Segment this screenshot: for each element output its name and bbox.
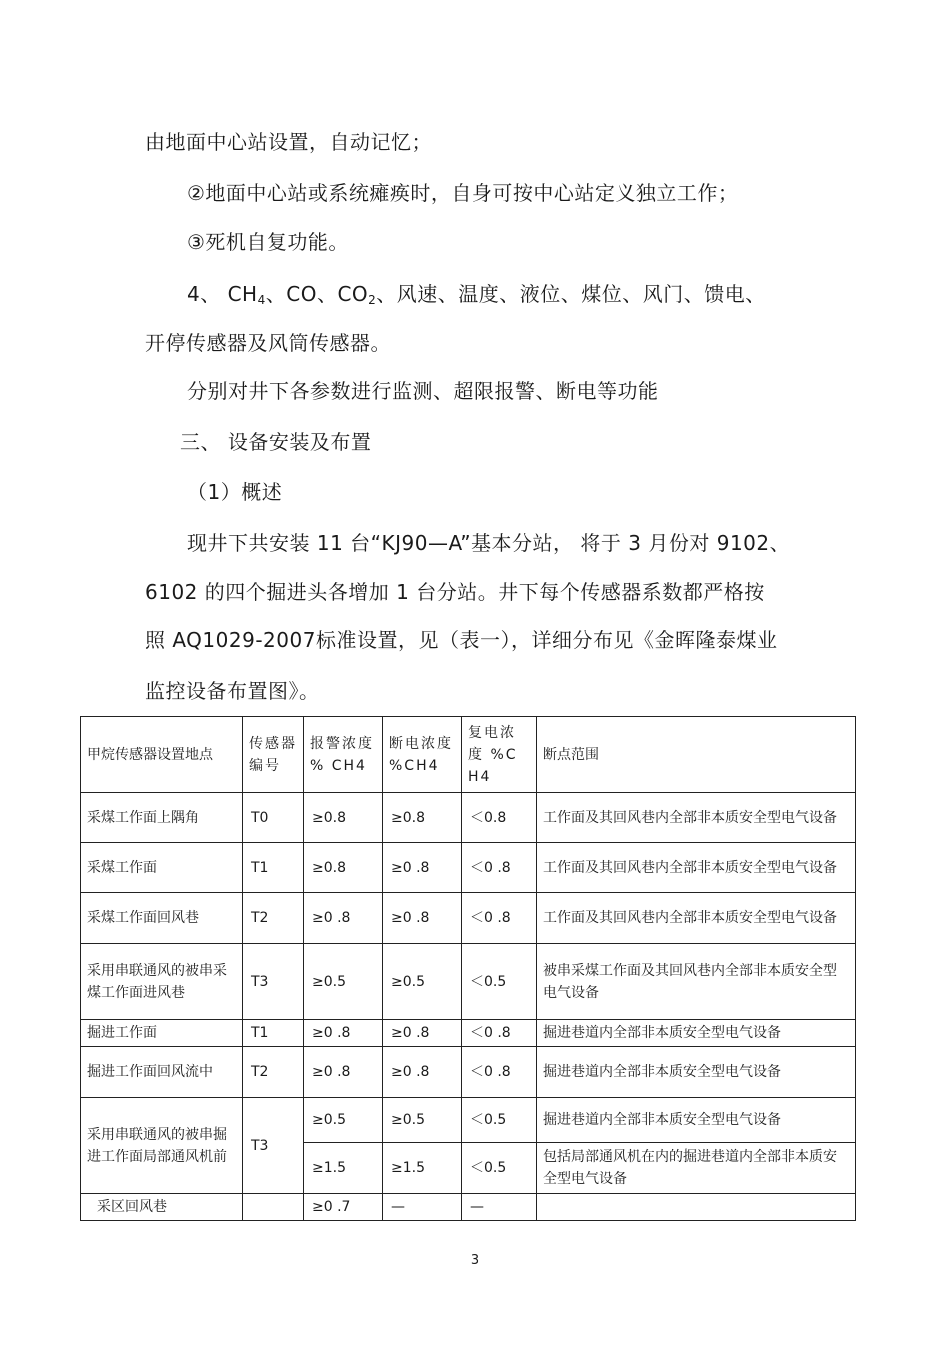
paragraph-9: 现井下共安装 11 台“KJ90—A”基本分站， 将于 3 月份对 9102、 — [187, 531, 791, 555]
paragraph-4 — [187, 282, 766, 312]
cell-restore: ＜0 .8 — [462, 843, 537, 893]
table-header-row — [81, 717, 856, 793]
cell-range: 工作面及其回风巷内全部非本质安全型电气设备 — [537, 893, 856, 944]
cell-cut: ≥1.5 — [383, 1143, 462, 1194]
cell-code: T1 — [243, 1020, 304, 1047]
cell-alarm: ≥0 .8 — [304, 893, 383, 944]
cell-restore: ＜0.8 — [462, 793, 537, 843]
cell-code: T3 — [243, 1098, 304, 1194]
table-row — [81, 843, 856, 893]
cell-range: 包括局部通风机在内的掘进巷道内全部非本质安全型电气设备 — [537, 1143, 856, 1194]
section-heading: 三、 设备安装及布置 — [180, 430, 372, 454]
cell-location: 采煤工作面回风巷 — [81, 893, 243, 944]
cell-restore: ＜0.5 — [462, 944, 537, 1020]
cell-cut: ≥0.5 — [383, 944, 462, 1020]
cell-location: 掘进工作面 — [81, 1020, 243, 1047]
cell-cut: — — [383, 1194, 462, 1221]
cell-range — [537, 1194, 856, 1221]
paragraph-12: 监控设备布置图》。 — [145, 679, 320, 703]
header-alarm: 报警浓度 % CH4 — [304, 717, 383, 793]
cell-restore: ＜0 .8 — [462, 1047, 537, 1098]
cell-range: 掘进巷道内全部非本质安全型电气设备 — [537, 1020, 856, 1047]
cell-cut: ≥0 .8 — [383, 843, 462, 893]
cell-cut: ≥0 .8 — [383, 893, 462, 944]
sensor-table — [80, 716, 856, 1221]
cell-range: 掘进巷道内全部非本质安全型电气设备 — [537, 1098, 856, 1143]
table-row — [81, 944, 856, 1020]
cell-alarm: ≥0.5 — [304, 1098, 383, 1143]
cell-code: T2 — [243, 1047, 304, 1098]
cell-restore: ＜0.5 — [462, 1098, 537, 1143]
p4-sub-2: 2 — [368, 293, 377, 307]
cell-code: T3 — [243, 944, 304, 1020]
paragraph-1: 由地面中心站设置，自动记忆； — [145, 130, 432, 154]
cell-restore: ＜0 .8 — [462, 893, 537, 944]
table-row — [81, 1194, 856, 1221]
cell-location: 采区回风巷 — [81, 1194, 243, 1221]
paragraph-6: 分别对井下各参数进行监测、超限报警、断电等功能 — [187, 379, 659, 403]
cell-location: 掘进工作面回风流中 — [81, 1047, 243, 1098]
cell-cut: ≥0 .8 — [383, 1047, 462, 1098]
paragraph-5: 开停传感器及风筒传感器。 — [145, 331, 391, 355]
header-location: 甲烷传感器设置地点 — [81, 717, 243, 793]
header-restore: 复电浓度 %CH4 — [462, 717, 537, 793]
cell-alarm: ≥0 .8 — [304, 1020, 383, 1047]
cell-code: T1 — [243, 843, 304, 893]
header-range: 断点范围 — [537, 717, 856, 793]
cell-alarm: ≥0 .7 — [304, 1194, 383, 1221]
cell-code: T0 — [243, 793, 304, 843]
subsection-heading: （1）概述 — [187, 480, 283, 504]
page-number: 3 — [470, 1253, 480, 1268]
paragraph-10: 6102 的四个掘进头各增加 1 台分站。井下每个传感器系数都严格按 — [145, 580, 765, 604]
cell-range: 工作面及其回风巷内全部非本质安全型电气设备 — [537, 843, 856, 893]
cell-cut: ≥0 .8 — [383, 1020, 462, 1047]
paragraph-3: ③死机自复功能。 — [187, 230, 349, 254]
cell-alarm: ≥1.5 — [304, 1143, 383, 1194]
cell-alarm: ≥0.8 — [304, 843, 383, 893]
table-row — [81, 893, 856, 944]
cell-alarm: ≥0.5 — [304, 944, 383, 1020]
cell-location: 采用串联通风的被串掘进工作面局部通风机前 — [81, 1098, 243, 1194]
cell-alarm: ≥0.8 — [304, 793, 383, 843]
p4-prefix: 4、 CH — [187, 282, 258, 306]
cell-cut: ≥0.8 — [383, 793, 462, 843]
cell-restore: ＜0.5 — [462, 1143, 537, 1194]
table-row — [81, 1098, 856, 1143]
cell-code — [243, 1194, 304, 1221]
table-row — [81, 793, 856, 843]
cell-location: 采用串联通风的被串采煤工作面进风巷 — [81, 944, 243, 1020]
header-code: 传感器编号 — [243, 717, 304, 793]
p4-rest: 、风速、温度、液位、煤位、风门、馈电、 — [376, 282, 766, 306]
table-row — [81, 1020, 856, 1047]
cell-location: 采煤工作面 — [81, 843, 243, 893]
paragraph-11: 照 AQ1029-2007标准设置，见（表一），详细分布见《金晖隆泰煤业 — [145, 628, 778, 652]
cell-range: 被串采煤工作面及其回风巷内全部非本质安全型电气设备 — [537, 944, 856, 1020]
p4-sub-4: 4 — [257, 293, 266, 307]
cell-location: 采煤工作面上隅角 — [81, 793, 243, 843]
cell-range: 工作面及其回风巷内全部非本质安全型电气设备 — [537, 793, 856, 843]
paragraph-2: ②地面中心站或系统瘫痪时，自身可按中心站定义独立工作； — [187, 181, 739, 205]
table-row — [81, 1047, 856, 1098]
p4-mid: 、CO、CO — [265, 282, 369, 306]
cell-alarm: ≥0 .8 — [304, 1047, 383, 1098]
header-cut: 断电浓度 %CH4 — [383, 717, 462, 793]
cell-code: T2 — [243, 893, 304, 944]
cell-restore: ＜0 .8 — [462, 1020, 537, 1047]
cell-range: 掘进巷道内全部非本质安全型电气设备 — [537, 1047, 856, 1098]
cell-restore: — — [462, 1194, 537, 1221]
cell-cut: ≥0.5 — [383, 1098, 462, 1143]
